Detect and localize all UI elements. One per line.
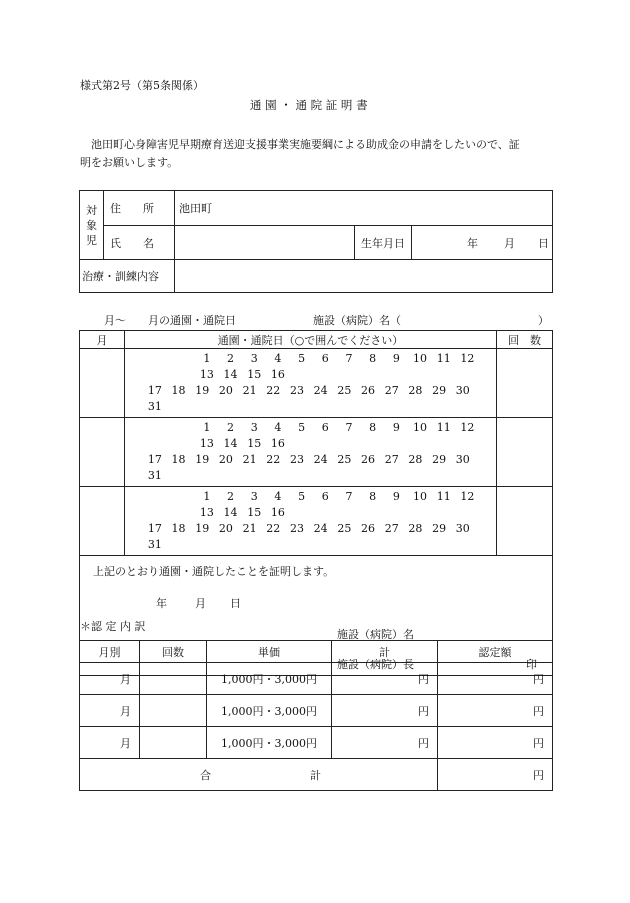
row-unit-price: 1,000円・3,000円 <box>207 663 332 695</box>
sum-label-1: 合 <box>200 769 211 782</box>
day-number[interactable]: 4 <box>274 352 282 365</box>
day-number[interactable]: 30 <box>455 522 470 535</box>
attendance-table <box>79 330 553 676</box>
day-number[interactable]: 7 <box>345 352 353 365</box>
day-number[interactable]: 20 <box>218 384 233 397</box>
intro-text-line1: 池田町心身障害児早期療育送迎支援事業実施要綱による助成金の申請をしたいので、証 <box>91 138 520 151</box>
day-number[interactable]: 29 <box>432 522 447 535</box>
row-count[interactable] <box>140 695 207 727</box>
row-amount[interactable]: 円 <box>438 727 553 759</box>
row-count[interactable] <box>140 727 207 759</box>
day-number[interactable]: 17 <box>147 384 162 397</box>
subject-group-label: 対象児 <box>80 191 104 260</box>
day-number[interactable]: 11 <box>436 421 451 434</box>
day-number[interactable]: 20 <box>218 522 233 535</box>
row-unit-price: 1,000円・3,000円 <box>207 695 332 727</box>
header-total: 計 <box>332 641 438 663</box>
row-month[interactable]: 月 <box>80 663 140 695</box>
row-total[interactable]: 円 <box>332 727 438 759</box>
dob-label: 生年月日 <box>355 226 412 260</box>
day-number[interactable]: 26 <box>361 384 376 397</box>
day-number[interactable]: 6 <box>321 490 329 503</box>
day-number[interactable]: 28 <box>408 384 423 397</box>
treatment-field[interactable] <box>175 260 553 293</box>
day-number[interactable]: 28 <box>408 522 423 535</box>
day-number[interactable]: 22 <box>266 384 281 397</box>
sum-label-cell <box>80 759 438 791</box>
day-number[interactable]: 19 <box>195 384 210 397</box>
row-total[interactable]: 円 <box>332 695 438 727</box>
col-month-header: 月 <box>80 331 125 349</box>
attendance-count-cell[interactable] <box>497 349 553 418</box>
day-number[interactable]: 23 <box>289 453 304 466</box>
day-number[interactable]: 26 <box>361 522 376 535</box>
day-number[interactable]: 8 <box>369 490 377 503</box>
day-number[interactable]: 22 <box>266 453 281 466</box>
day-number[interactable]: 9 <box>392 352 400 365</box>
day-number[interactable]: 16 <box>270 368 285 381</box>
days-row-2 <box>125 383 496 415</box>
attendance-days-cell <box>125 418 497 487</box>
day-number[interactable]: 29 <box>432 453 447 466</box>
days-row-1 <box>125 489 496 521</box>
subject-table <box>79 190 553 293</box>
day-number[interactable]: 15 <box>247 506 262 519</box>
day-number[interactable]: 10 <box>413 490 428 503</box>
day-number[interactable]: 27 <box>384 453 399 466</box>
day-number[interactable]: 4 <box>274 421 282 434</box>
day-number[interactable]: 8 <box>369 421 377 434</box>
header-count: 回数 <box>140 641 207 663</box>
sum-amount[interactable]: 円 <box>438 759 553 791</box>
approval-table <box>79 640 553 791</box>
days-row-2 <box>125 521 496 553</box>
seal-mark: 印 <box>526 658 537 671</box>
attendance-month-cell[interactable] <box>80 418 125 487</box>
day-number[interactable]: 16 <box>270 506 285 519</box>
dob-field[interactable] <box>412 226 553 260</box>
day-number[interactable]: 9 <box>392 490 400 503</box>
day-number[interactable]: 31 <box>147 400 162 413</box>
day-number[interactable]: 18 <box>171 453 186 466</box>
day-number[interactable]: 27 <box>384 384 399 397</box>
facility-name-label: 施設（病院）名 <box>337 628 414 641</box>
attendance-row <box>80 487 553 556</box>
day-number[interactable]: 6 <box>321 352 329 365</box>
sum-row <box>80 759 553 791</box>
header-approved-amount: 認定額 <box>438 641 553 663</box>
day-number[interactable]: 31 <box>147 538 162 551</box>
days-row-1 <box>125 420 496 452</box>
address-value: 池田町 <box>179 202 212 215</box>
day-number[interactable]: 2 <box>227 421 235 434</box>
day-number[interactable]: 10 <box>413 352 428 365</box>
day-number[interactable]: 3 <box>250 490 258 503</box>
address-label: 住 所 <box>104 191 175 226</box>
day-number[interactable]: 18 <box>171 522 186 535</box>
day-number[interactable]: 17 <box>147 453 162 466</box>
day-number[interactable]: 19 <box>195 522 210 535</box>
day-number[interactable]: 2 <box>227 352 235 365</box>
day-number[interactable]: 13 <box>199 368 214 381</box>
day-number[interactable]: 14 <box>223 506 238 519</box>
sum-label-2: 計 <box>310 769 321 782</box>
form-number: 様式第2号（第5条関係） <box>80 79 204 92</box>
table-row <box>80 695 553 727</box>
day-number[interactable]: 25 <box>337 522 352 535</box>
days-row-2 <box>125 452 496 484</box>
attendance-period-label: 月～ 月の通園・通院日 <box>104 314 236 327</box>
attendance-count-cell[interactable] <box>497 487 553 556</box>
dob-year: 年 <box>467 237 478 250</box>
day-number[interactable]: 13 <box>199 506 214 519</box>
day-number[interactable]: 11 <box>436 352 451 365</box>
facility-name-close: ） <box>538 314 549 327</box>
day-number[interactable]: 18 <box>171 384 186 397</box>
row-count[interactable] <box>140 663 207 695</box>
col-days-header: 通園・通院日（○で囲んでください） <box>125 331 497 349</box>
attendance-month-cell[interactable] <box>80 487 125 556</box>
day-number[interactable]: 15 <box>247 437 262 450</box>
day-number[interactable]: 1 <box>203 421 211 434</box>
day-number[interactable]: 27 <box>384 522 399 535</box>
day-number[interactable]: 12 <box>460 421 475 434</box>
row-amount[interactable]: 円 <box>438 663 553 695</box>
facility-name-prompt: 施設（病院）名（ <box>313 314 401 327</box>
row-month[interactable]: 月 <box>80 695 140 727</box>
day-number[interactable]: 16 <box>270 437 285 450</box>
day-number[interactable]: 3 <box>250 352 258 365</box>
attendance-row <box>80 349 553 418</box>
day-number[interactable]: 21 <box>242 522 257 535</box>
day-number[interactable]: 8 <box>369 352 377 365</box>
day-number[interactable]: 30 <box>455 384 470 397</box>
document-title: 通 園 ・ 通 院 証 明 書 <box>250 98 368 112</box>
certify-month: 月 <box>195 597 206 610</box>
day-number[interactable]: 12 <box>460 352 475 365</box>
day-number[interactable]: 20 <box>218 453 233 466</box>
day-number[interactable]: 26 <box>361 453 376 466</box>
attendance-count-cell[interactable] <box>497 418 553 487</box>
day-number[interactable]: 6 <box>321 421 329 434</box>
day-number[interactable]: 17 <box>147 522 162 535</box>
day-number[interactable]: 4 <box>274 490 282 503</box>
dob-day: 日 <box>538 237 549 250</box>
day-number[interactable]: 5 <box>298 421 306 434</box>
name-field[interactable] <box>175 226 355 260</box>
day-number[interactable]: 1 <box>203 490 211 503</box>
day-number[interactable]: 7 <box>345 490 353 503</box>
day-number[interactable]: 5 <box>298 490 306 503</box>
table-row <box>80 663 553 695</box>
row-unit-price: 1,000円・3,000円 <box>207 727 332 759</box>
approval-title: ＊認 定 内 訳 <box>80 620 146 633</box>
day-number[interactable]: 24 <box>313 522 328 535</box>
table-row <box>80 727 553 759</box>
header-unit-price: 単価 <box>207 641 332 663</box>
day-number[interactable]: 23 <box>289 384 304 397</box>
address-field[interactable] <box>175 191 553 226</box>
attendance-days-cell <box>125 487 497 556</box>
row-month[interactable]: 月 <box>80 727 140 759</box>
day-number[interactable]: 7 <box>345 421 353 434</box>
day-number[interactable]: 21 <box>242 453 257 466</box>
treatment-label: 治療・訓練内容 <box>80 260 175 293</box>
name-label: 氏 名 <box>104 226 175 260</box>
certify-text: 上記のとおり通園・通院したことを証明します。 <box>93 565 335 578</box>
days-row-1 <box>125 351 496 383</box>
day-number[interactable]: 9 <box>392 421 400 434</box>
intro-text-line2: 明をお願いします。 <box>80 156 179 169</box>
day-number[interactable]: 23 <box>289 522 304 535</box>
day-number[interactable]: 2 <box>227 490 235 503</box>
day-number[interactable]: 31 <box>147 469 162 482</box>
attendance-row <box>80 418 553 487</box>
day-number[interactable]: 30 <box>455 453 470 466</box>
day-number[interactable]: 1 <box>203 352 211 365</box>
row-amount[interactable]: 円 <box>438 695 553 727</box>
facility-head-label: 施設（病院）長 <box>337 658 414 671</box>
day-number[interactable]: 28 <box>408 453 423 466</box>
dob-month: 月 <box>504 237 515 250</box>
day-number[interactable]: 24 <box>313 384 328 397</box>
day-number[interactable]: 3 <box>250 421 258 434</box>
day-number[interactable]: 24 <box>313 453 328 466</box>
day-number[interactable]: 25 <box>337 453 352 466</box>
day-number[interactable]: 19 <box>195 453 210 466</box>
certify-year: 年 <box>156 597 167 610</box>
day-number[interactable]: 12 <box>460 490 475 503</box>
day-number[interactable]: 14 <box>223 368 238 381</box>
row-total[interactable]: 円 <box>332 663 438 695</box>
certify-day: 日 <box>230 597 241 610</box>
header-month: 月別 <box>80 641 140 663</box>
day-number[interactable]: 21 <box>242 384 257 397</box>
day-number[interactable]: 11 <box>436 490 451 503</box>
day-number[interactable]: 10 <box>413 421 428 434</box>
day-number[interactable]: 22 <box>266 522 281 535</box>
day-number[interactable]: 29 <box>432 384 447 397</box>
day-number[interactable]: 14 <box>223 437 238 450</box>
day-number[interactable]: 13 <box>199 437 214 450</box>
day-number[interactable]: 25 <box>337 384 352 397</box>
attendance-days-cell <box>125 349 497 418</box>
day-number[interactable]: 15 <box>247 368 262 381</box>
day-number[interactable]: 5 <box>298 352 306 365</box>
col-count-header: 回 数 <box>497 331 553 349</box>
attendance-month-cell[interactable] <box>80 349 125 418</box>
